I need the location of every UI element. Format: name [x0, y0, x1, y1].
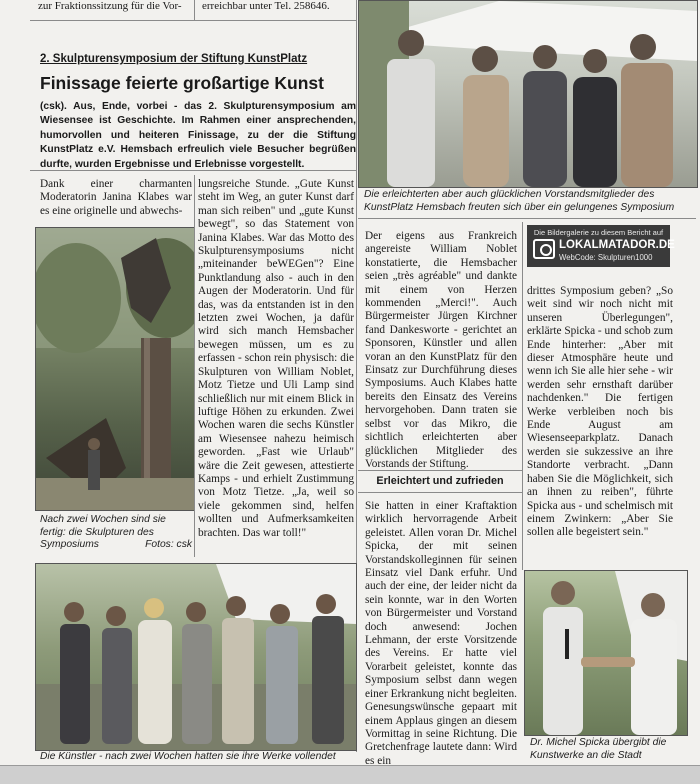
photo-credit: Fotos: csk: [145, 539, 192, 551]
lokalmatador-ad[interactable]: [527, 225, 675, 267]
subheading: Erleichtert und zufrieden: [376, 475, 504, 487]
caption-artists: Die Künstler - nach zwei Wochen hatten sie ihre Werke vollendet: [40, 751, 336, 762]
artists-photo-graphic: [36, 564, 356, 750]
handover-photo-graphic: [525, 571, 687, 735]
column-divider-1: [194, 175, 195, 557]
prev-article-fragment: [38, 0, 188, 12]
headline: Finissage feierte großartige Kunst: [40, 73, 324, 93]
prev-article-phone: erreichbar unter Tel. 258646.: [202, 0, 330, 12]
column-2-text: [198, 178, 354, 540]
ad-brand: LOKALMATADOR.DE: [559, 239, 675, 251]
caption-sculptures-text: Nach zwei Wochen sind sie fertig: die Skulpturen des Symposiums: [40, 514, 166, 551]
column-4-paragraph: drittes Symposium geben? „So weit sind wir noch nicht mit unseren Überlegungen", erklärte Spicka - und schob zum Ende hinterher: „Aber mit dieser Atmosphäre heute und wenn ich Sie alle hier sehe - wir werden sehr ernsthaft darüber nachdenken." Die fertigen Werke verbleiben noch bis Ende August am Wiesenseeparkplatz. Danach werden sie sukzessive an ihre Standorte verbracht. „Dann haben Sie die Möglichkeit, sich an ihnen zu reiben", führte Spicka aus - und schelmisch mit einem Zwinkern: „Aber Sie sollen alle begeistert sein.": [527, 285, 673, 539]
top-divider: [194, 0, 195, 20]
subheading-rule-top: [358, 470, 522, 471]
column-1-text: [40, 178, 192, 218]
column-2-paragraph: lungsreiche Stunde. „Gute Kunst steht im Weg, an guter Kunst darf man sich reiben" und „gute Kunst bewegt", so das Statement von Janina Klabes. War das Motto des Skulpturensymposiums nicht „miteinander beWEGen"? Eine Punktlandung also - auch in den Augen der Moderatorin. Und für das, was da entstanden ist in den letzten zwei Wochen, ja dafür wird sich manch Hemsbacher bewegen müssen, um es zu erfassen - schon rein physisch: die Skulpturen von William Noblet, Motz Tietze und Uli Lamp sind schließlich nur mit einem Blick in luftige Höhen zu erkunden. Zwei Wochen waren die sechs Künstler am Wiesensee nahezu heimisch geworden. „Fast wie Urlaub" wäre die Zeit gewesen, attestierte Kamps - und erhielt Zustimmung von Motz Tietze. „Ja, weil so viele gekommen sind, helfen wollten und Aufmerksamkeiten brachten. Das war toll!": [198, 178, 354, 539]
caption-sculptures: [40, 514, 192, 552]
prev-article-text: zur Fraktionssitzung für die Vor-: [38, 0, 182, 12]
camera-icon: [533, 239, 555, 259]
column-3b-paragraph: Sie hatten in einer Kraftaktion wirklich hervorragende Arbeit geleistet. Allen voran Dr. Michel Spicka, der mit seinen Vorstandskolleginnen für seinen Einsatz viel Dank erfuhr. Und auch der eine, der leider nicht da sein konnte, war in den Worten von Bürgermeister und Vorstand doch anwesend: Jochen Lehmann, der erste Vorsitzende des Vereins. Er hatte viel Vorarbeit geleistet, konnte das Symposium selbst dann wegen einer Erkrankung nicht begleiten. Genesungswünsche gepaart mit einem Applaus gingen an diesem Vormittag in seine Richtung. Die Gretchenfrage lautete dann: Wird es ein: [365, 500, 517, 765]
column-3-paragraph: Der eigens aus Frankreich angereiste William Noblet konstatierte, die Hemsbacher seien „très agréable" und dankte mit einem von Herzen kommenden „Merci!". Auch Bürgermeister Jürgen Kirchner fand Dankesworte - gerichtet an Sponsoren, Künstler und allen voran an den KunstPlatz für den Einsatz zur Durchführung dieses Symposiums. Auch Klabes hatte bereits den Einsatz des Vereins hervorgehoben. Dann traten sie selbst vor das Mikro, die sichtlich erleichterten aber glücklichen Mitglieder des Vorstands der Stiftung.: [365, 230, 517, 470]
photo-handover: [524, 570, 688, 736]
column-1-paragraph: Dank einer charmanten Moderatorin Janina Klabes war es eine originelle und abwechs-: [40, 178, 192, 217]
caption-handover: Dr. Michel Spicka übergibt die Kunstwerke an die Stadt: [530, 737, 667, 761]
photo-sculptures: [35, 227, 195, 511]
column-3-text: [365, 230, 517, 471]
scan-bottom-edge: [0, 765, 700, 784]
ad-top-text: Die Bildergalerie zu diesem Bericht auf: [533, 228, 664, 237]
lead-paragraph: (csk). Aus, Ende, vorbei - das 2. Skulpturensymposium am Wiesensee ist Geschichte. Im Rahmen einer ansprechenden, humorvollen und heiteren Finissage, zu der die Stiftung KunstPlatz e.V. Hemsbach erfreulich viele Besucher begrüßen durfte, wurden Ergebnisse und Erlebnisse vorgestellt.: [40, 101, 356, 170]
sculpture-photo-graphic: [36, 228, 194, 510]
rule-under-board: [358, 218, 696, 219]
section-label: 2. Skulpturensymposium der Stiftung KunstPlatz: [40, 53, 308, 65]
board-photo-graphic: [359, 1, 697, 187]
column-divider-3: [522, 222, 523, 570]
subheading-rule-bottom: [358, 492, 522, 493]
lead-rule: [30, 170, 356, 171]
top-rule: [30, 20, 356, 21]
caption-board-members: Die erleichterten aber auch glücklichen Vorstandsmitglieder des KunstPlatz Hemsbach freuten sich über ein gelungenes Symposium: [364, 189, 675, 213]
column-4-text: [527, 285, 673, 540]
photo-board-members: [358, 0, 698, 188]
column-3b-text: [365, 500, 517, 765]
ad-webcode: WebCode: Skulpturen1000: [559, 253, 653, 262]
photo-artists: [35, 563, 357, 751]
